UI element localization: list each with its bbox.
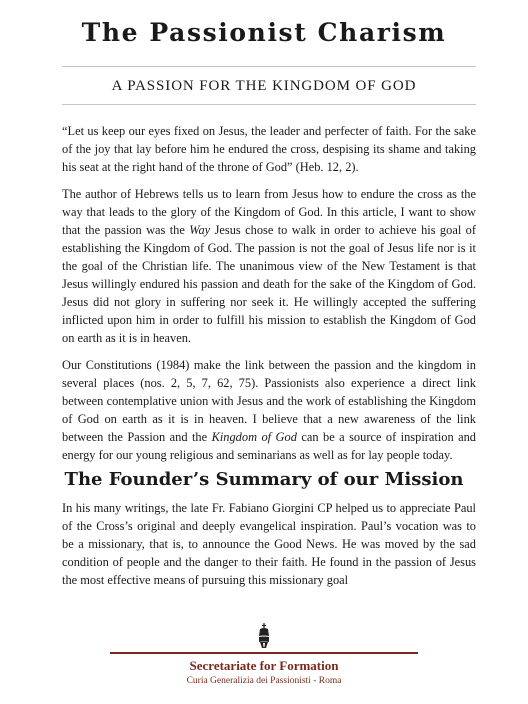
footer-title: Secretariate for Formation <box>189 658 339 673</box>
page-title: The Passionist Charism <box>81 18 447 47</box>
mission-paragraph: In his many writings, the late Fr. Fabiano Giorgini CP helped us to appreciate Paul of the Cross’s original and deeply evangelical inspiration. Paul’s vocation was to be a missionary, that is, to announce the Good News. He was moved by the sad condition of people and the danger to their faith. He found in the passion of Jesus the most effective means of pursuing this missionary goal <box>62 501 476 587</box>
intro-section <box>62 122 476 473</box>
constitutions-paragraph: Our Constitutions (1984) make the link between the passion and the kingdom in several places (nos. 2, 5, 7, 62, 75). Passionists also experience a direct link between contemplative union with Jesus and the work of establishing the Kingdom of God on earth as it is in heaven. I believe that a new awareness of the link between the Passion and the Kingdom of God can be a source of inspiration and energy for our young religious and seminarians as well as for lay people today. <box>62 358 477 462</box>
passionist-sign-icon <box>257 623 271 649</box>
footer-divider <box>110 652 418 654</box>
hebrews-paragraph: The author of Hebrews tells us to learn from Jesus how to endure the cross as the way that leads to the glory of the Kingdom of God. In this article, I want to show that the passion was the Way Jesus chose to walk in order to achieve his goal of establishing the Kingdom of God. The passion is not the goal of Jesus life nor is it the goal of the Christian life. The unanimous view of the New Testament is that Jesus willingly endured his passion and death for the sake of the Kingdom of God. Jesus did not glory in suffering nor seek it. He willingly accepted the suffering inflicted upon him in order to fulfill his mission to establish the Kingdom of God on earth as it is in heaven. <box>62 187 476 345</box>
page-subtitle: A PASSION FOR THE KINGDOM OF GOD <box>111 78 417 94</box>
footer-subtitle: Curia Generalizia dei Passionisti - Roma <box>186 676 342 686</box>
mission-section <box>62 499 476 598</box>
scripture-quote-paragraph: “Let us keep our eyes fixed on Jesus, the leader and perfecter of faith. For the sake of the joy that lay before him he endured the cross, despising its shame and taking his seat at the right hand of the throne of God” (Heb. 12, 2). <box>62 124 476 174</box>
title-divider-bottom <box>62 104 476 105</box>
section-heading: The Founder’s Summary of our Mission <box>64 469 464 490</box>
title-divider-top <box>62 66 476 67</box>
